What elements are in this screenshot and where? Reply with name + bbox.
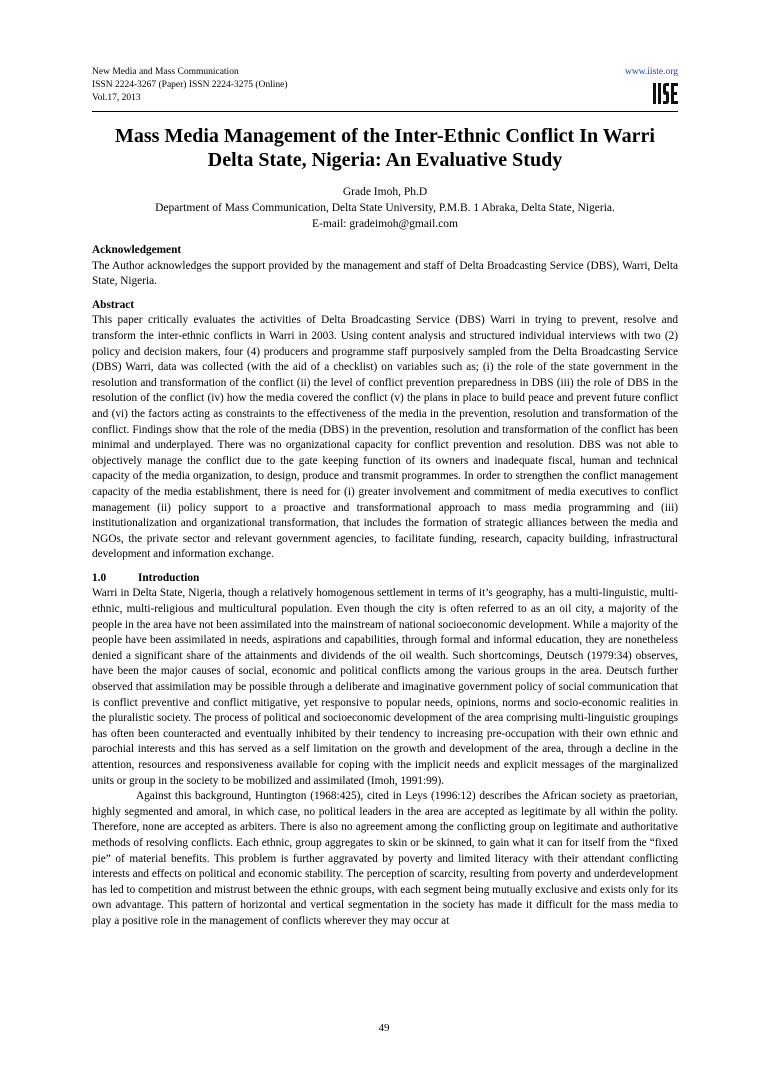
- author-affiliation: Department of Mass Communication, Delta State University, P.M.B. 1 Abraka, Delta State, Nigeria.: [155, 202, 615, 214]
- author-name: Grade Imoh, Ph.D: [342, 186, 428, 198]
- introduction-paragraph-2: Against this background, Huntington (1968:425), cited in Leys (1996:12) describes the African society as praetorian, highly segmented and amoral, in which case, no political leaders in the area are accepted as legitimate by all within the polity. Therefore, none are accepted as arbiters. There is also no agreement among the conflicting group on legitimate and authoritative methods of resolving conflicts. Each ethnic, group aggregates to skin or be skinned, to gain what it can for itself from the “fixed pie” of material benefits. This problem is further aggravated by poverty and limited literacy with their attendant conflicting interests and effects on political and economic stability. The perception of scarcity, resulting from poverty and underdevelopment has led to competition and mistrust between the ethnic groups, with each segment being mutually exclusive and exists only for its own advantage. This pattern of horizontal and vertical segmentation in the society has made it difficult for the mass media to play a positive role in the management of conflicts wherever they may occur at: [92, 790, 678, 927]
- running-header: [92, 66, 288, 105]
- introduction-heading: [92, 571, 678, 587]
- volume-line: Vol.17, 2013: [92, 93, 141, 103]
- section-title: Introduction: [138, 571, 200, 584]
- paper-title: Mass Media Management of the Inter-Ethnic Conflict In Warri Delta State, Nigeria: An Evaluative Study: [115, 125, 655, 171]
- iiste-logo: [652, 80, 678, 107]
- journal-name: New Media and Mass Communication: [92, 67, 239, 77]
- abstract-text: This paper critically evaluates the activities of Delta Broadcasting Service (DBS) Warri in trying to prevent, resolve and transform the inter-ethnic conflicts in Warri in 2003. Using content analysis and structured individual interviews with two (2) policy and decision makers, four (4) producers and programme staff purposively sampled from the Delta Broadcasting Service (DBS) Warri, data was collected (with the aid of a checklist) on variables such as; (i) the role of the state government in the resolution and transformation of the conflict (ii) the level of conflict prevention preparedness in DBS (iii) the role of DBS in the resolution of the conflict (iv) how the media covered the conflict (v) the plans in place to build peace and prevent future conflict and (vi) the factors acting as constraints to the effectiveness of the media in the prevention, resolution and transformation of the conflict. Findings show that the role of the media (DBS) in the prevention, resolution and transformation of the conflict has been minimal and underplayed. There was no organizational capacity for conflict prevention and resolution. DBS was not able to objectively manage the conflict due to the gate keeping function of its owners and inadequate fiscal, human and technical capacity of the media organization, to design, produce and transmit programmes. In order to strengthen the conflict management capacity of the media establishment, there is need for (i) greater involvement and commitment of media executives to conflict management (ii) policy support to a proactive and transformational approach to mass media programming and (iii) institutionalization and organizational transformation, that includes the formation of strategic alliances between the media and NGOs, the private sector and relevant government agencies, to facilitate funding, research, capacity building, infrastructural development and information exchange.: [92, 314, 678, 561]
- page-number: 49: [378, 1022, 390, 1034]
- abstract-heading: Abstract: [92, 298, 135, 311]
- iiste-logo-icon: [652, 80, 678, 107]
- issn-line: ISSN 2224-3267 (Paper) ISSN 2224-3275 (Online): [92, 80, 288, 90]
- author-email: E-mail: gradeimoh@gmail.com: [312, 218, 458, 230]
- introduction-paragraph-1: Warri in Delta State, Nigeria, though a relatively homogenous settlement in terms of it’s geography, has a multi-linguistic, multi-ethnic, multi-religious and multicultural population. Even though the city is often referred to as an oil city, a majority of the people in the area have not been assimilated into the mainstream of national socioeconomic development. While a majority of the people have been assimilated in needs, aspirations and capabilities, through formal and informal education, they are nonetheless denied a significant share of the attainments and dividends of the oil wealth. Such shortcomings, Deutsch (1979:34) observes, have been the major causes of social, economic and political conflicts among the various groups in the area. Deutsch further observed that assimilation may be possible through a deliberate and imaginative government policy of social communication that is conflict preventive and conflict mitigative, yet responsive to popular needs, opinions, norms and socio-economic realities in the pluralistic society. The process of political and socioeconomic development of the area comprising multi-linguistic groupings has often been counteracted and eventually inhibited by their tendency to increasing pre-occupation with their own ethnic and parochial interests and this has served as a self limitation on the growth and development of the area, through a decline in the attention, resources and responsiveness available for coping with the implicit needs and explicit messages of the marginalized units or group in the society to be mobilized and assimilated (Imoh, 1991:99).: [92, 587, 678, 787]
- acknowledgement-heading: Acknowledgement: [92, 244, 182, 256]
- section-number: 1.0: [92, 571, 107, 584]
- author-block: [92, 184, 678, 232]
- journal-website-link[interactable]: www.iiste.org: [624, 67, 678, 77]
- header-rule: [92, 111, 678, 112]
- paper-body: [92, 243, 678, 930]
- acknowledgement-text: The Author acknowledges the support provided by the management and staff of Delta Broadcasting Service (DBS), Warri, Delta State, Nigeria.: [92, 259, 678, 288]
